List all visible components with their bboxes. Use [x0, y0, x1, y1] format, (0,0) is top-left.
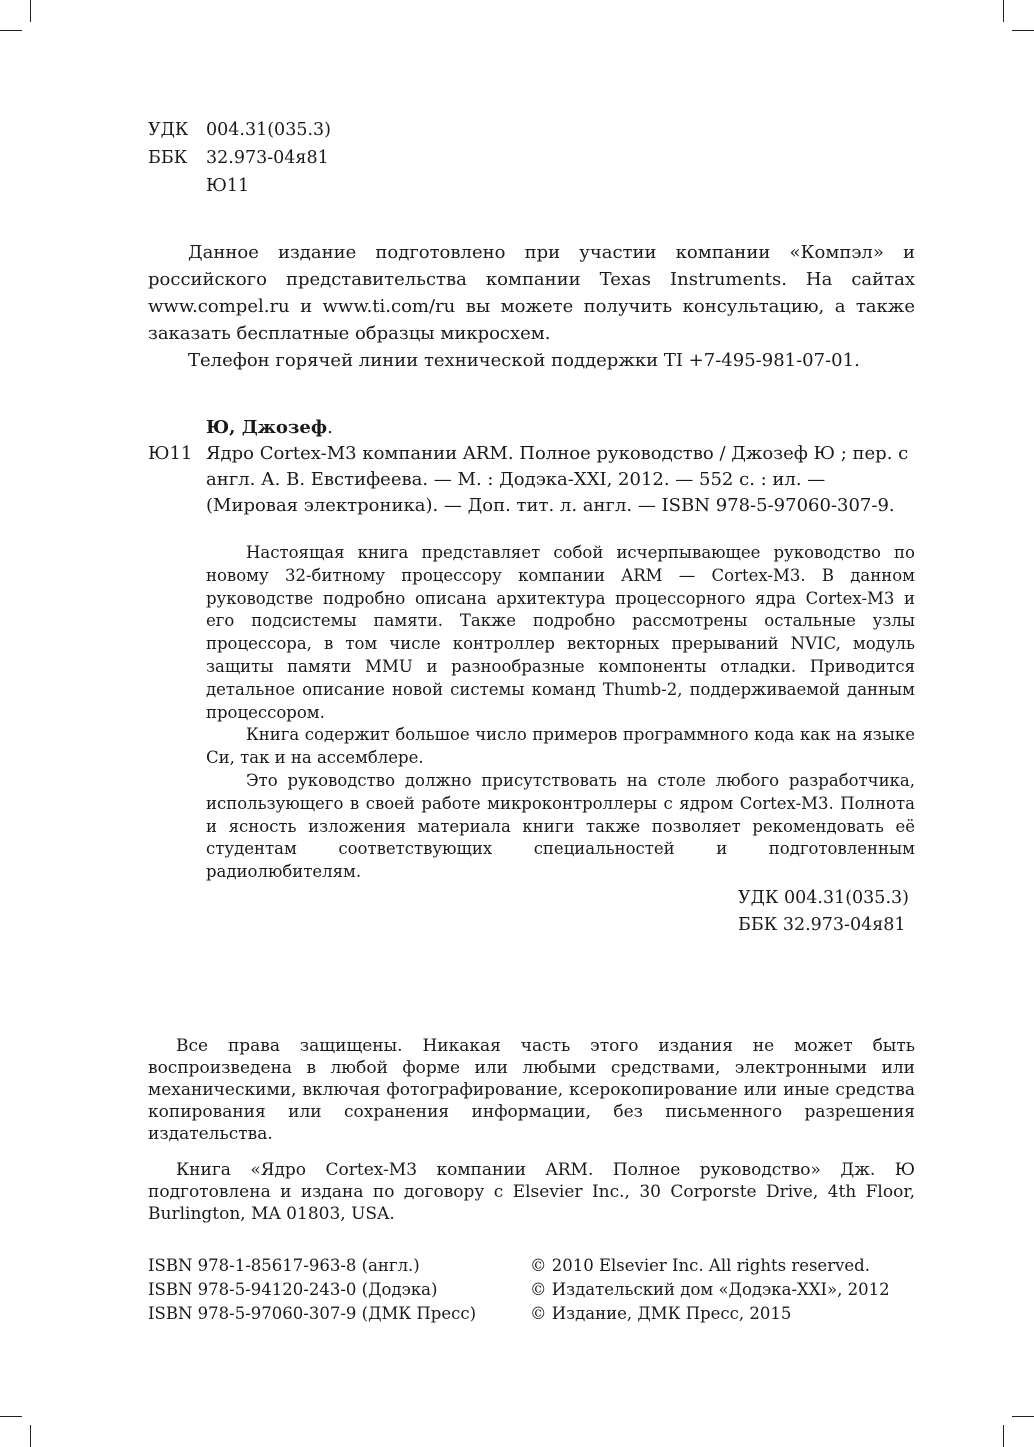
classification-row-author-mark	[148, 172, 331, 200]
crop-mark-bottom-left-vertical	[30, 1425, 31, 1447]
intro-notice	[148, 239, 915, 374]
udk-code: УДК 004.31(035.3)	[738, 888, 909, 908]
bibliographic-record	[148, 441, 915, 519]
classification-value: 004.31(035.3)	[206, 120, 331, 140]
bbk-code: ББК 32.973-04я81	[738, 915, 906, 935]
annotation-paragraph: Это руководство должно присутствовать на столе любого разработчика, использующего в своей работе микроконтроллеры с ядром Cortex-M3. Полнота и ясность изложения материала книги также позволяет рекомендовать её студентам соответствующих специальностей и подготовленным радиолюбителям.	[206, 770, 915, 882]
crop-mark-top-left-horizontal	[0, 30, 22, 31]
author-name: Ю, Джозеф	[206, 417, 328, 438]
crop-mark-bottom-left-horizontal	[0, 1416, 22, 1417]
hotline-paragraph: Телефон горячей линии технической поддержки TI +7-495-981-07-01.	[188, 350, 860, 371]
copyright-item: © Издательский дом «Додэка-XXI», 2012	[530, 1280, 890, 1299]
annotation	[206, 542, 915, 884]
license-paragraph: Книга «Ядро Cortex-M3 компании ARM. Полное руководство» Дж. Ю подготовлена и издана по договору с Elsevier Inc., 30 Corporste Drive, 4th Floor, Burlington, MA 01803, USA.	[148, 1160, 915, 1224]
isbn-item: ISBN 978-1-85617-963-8 (англ.)	[148, 1256, 420, 1275]
rights-notice	[148, 1035, 915, 1225]
classification-key: УДК	[148, 120, 189, 140]
crop-mark-top-left-vertical	[30, 0, 31, 22]
author-heading	[206, 415, 333, 441]
crop-mark-top-right-vertical	[1003, 0, 1004, 22]
crop-mark-bottom-right-vertical	[1003, 1425, 1004, 1447]
classification-summary	[738, 885, 909, 939]
classification-value: Ю11	[206, 176, 250, 196]
annotation-paragraph: Книга содержит большое число примеров программного кода как на языке Си, так и на ассемблере.	[206, 725, 915, 768]
copyright-list	[530, 1254, 890, 1326]
copyright-item: © 2010 Elsevier Inc. All rights reserved.	[530, 1256, 870, 1275]
bibliographic-description: Ядро Cortex-M3 компании ARM. Полное руководство / Джозеф Ю ; пер. с англ. А. В. Евстифеева. — М. : Додэка-XXI, 2012. — 552 с. : ил. — (Мировая электроника). — Доп. тит. л. англ. — ISBN 978-5-97060-307-9.	[206, 443, 909, 516]
intro-paragraph: Данное издание подготовлено при участии компании «Компэл» и российского представительства компании Texas Instruments. На сайтах www.compel.ru и www.ti.com/ru вы можете получить консультацию, а также заказать бесплатные образцы микросхем.	[148, 242, 915, 344]
classification-key: ББК	[148, 148, 188, 168]
isbn-list	[148, 1254, 476, 1326]
copyright-item: © Издание, ДМК Пресс, 2015	[530, 1304, 792, 1323]
crop-mark-top-right-horizontal	[1012, 30, 1034, 31]
author-dot: .	[327, 417, 333, 438]
isbn-item: ISBN 978-5-94120-243-0 (Додэка)	[148, 1280, 438, 1299]
isbn-item: ISBN 978-5-97060-307-9 (ДМК Пресс)	[148, 1304, 477, 1323]
rights-paragraph: Все права защищены. Никакая часть этого издания не может быть воспроизведена в любой форме или любыми средствами, электронными или механическими, включая фотографирование, ксерокопирование или иные средства копирования или сохранения информации, без письменного разрешения издательства.	[148, 1036, 915, 1144]
classification-row-bbk	[148, 144, 331, 172]
classification-value: 32.973-04я81	[206, 148, 329, 168]
annotation-paragraph: Настоящая книга представляет собой исчерпывающее руководство по новому 32-битному процессору компании ARM — Cortex-M3. В данном руководстве подробно описана архитектура процессорного ядра Cortex-M3 и его подсистемы памяти. Также подробно рассмотрены остальные узлы процессора, в том числе контроллер векторных прерываний NVIC, модуль защиты памяти MMU и разнообразные компоненты отладки. Приводится детальное описание новой системы команд Thumb-2, поддерживаемой данным процессором.	[206, 543, 915, 722]
classification-block	[148, 116, 331, 200]
classification-row-udk	[148, 116, 331, 144]
classification-key	[148, 172, 206, 200]
crop-mark-bottom-right-horizontal	[1012, 1416, 1034, 1417]
author-mark: Ю11	[148, 443, 193, 464]
